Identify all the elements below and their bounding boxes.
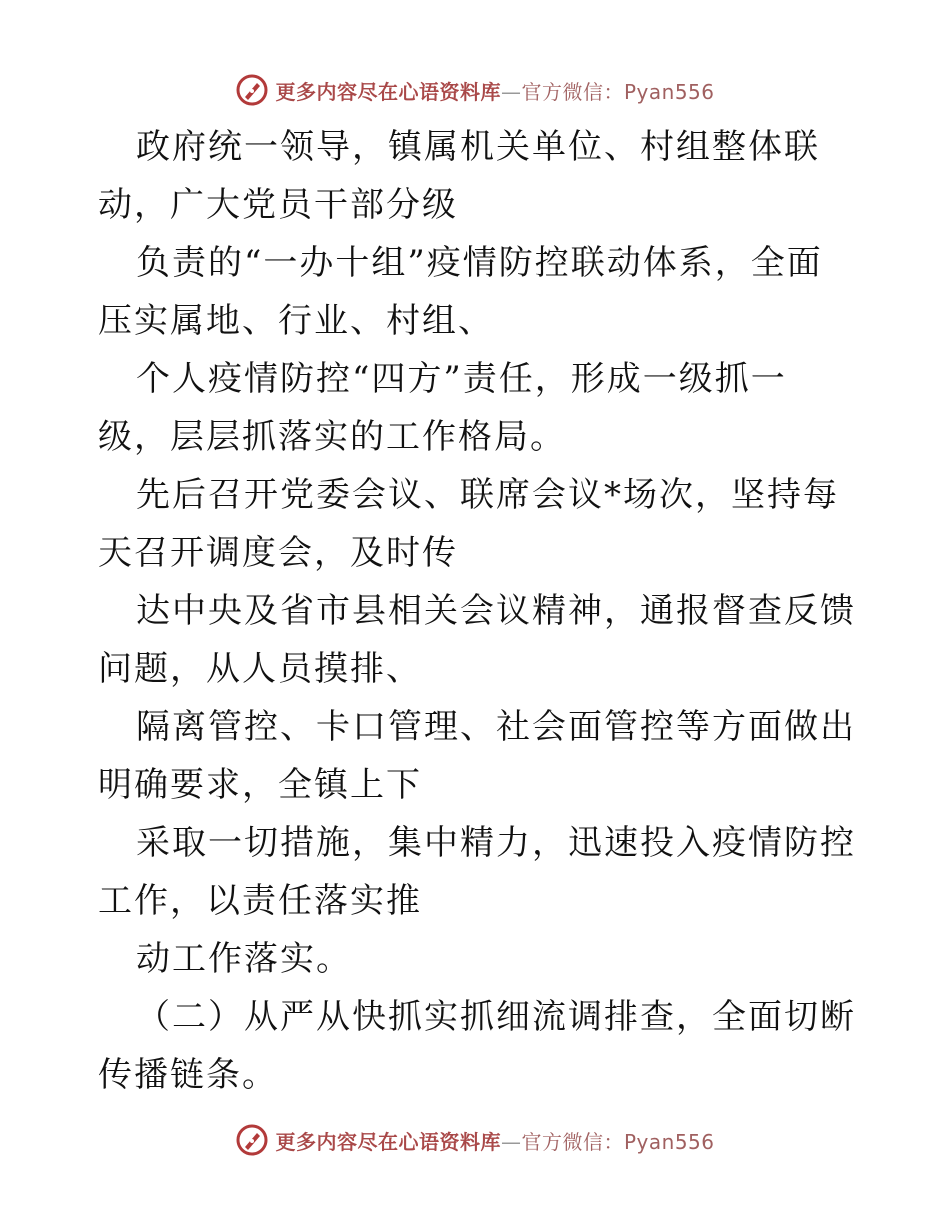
footer-banner bbox=[0, 1120, 950, 1160]
paragraph-9: （二）从严从快抓实抓细流调排查，全面切断传播链条。 bbox=[98, 997, 856, 1095]
header-wechat-label: 官方微信： bbox=[521, 79, 624, 104]
pen-nib-circle-icon bbox=[235, 73, 269, 107]
paragraph-5: 达中央及省市县相关会议精神，通报督查反馈问题，从人员摸排、 bbox=[98, 591, 856, 689]
paragraph-2: 负责的“一办十组”疫情防控联动体系，全面压实属地、行业、村组、 bbox=[98, 243, 823, 341]
paragraph-8: 动工作落实。 bbox=[136, 939, 352, 979]
header-wechat-id: Pyan556 bbox=[623, 79, 715, 104]
footer-banner-main: 更多内容尽在心语资料库 bbox=[275, 1129, 501, 1154]
paragraph-1: 政府统一领导，镇属机关单位、村组整体联动，广大党员干部分级 bbox=[98, 127, 820, 225]
footer-banner-text bbox=[275, 1126, 714, 1155]
header-banner-sep: — bbox=[500, 79, 522, 104]
header-banner bbox=[0, 70, 950, 110]
paragraph-4: 先后召开党委会议、联席会议*场次，坚持每天召开调度会，及时传 bbox=[98, 475, 839, 573]
footer-wechat-label: 官方微信： bbox=[521, 1129, 624, 1154]
footer-wechat-id: Pyan556 bbox=[623, 1129, 715, 1154]
pen-nib-circle-icon bbox=[235, 1123, 269, 1157]
header-banner-main: 更多内容尽在心语资料库 bbox=[275, 79, 501, 104]
paragraph-7: 采取一切措施，集中精力，迅速投入疫情防控工作，以责任落实推 bbox=[98, 823, 856, 921]
header-banner-text bbox=[275, 76, 714, 105]
paragraph-6: 隔离管控、卡口管理、社会面管控等方面做出明确要求，全镇上下 bbox=[98, 707, 856, 805]
footer-banner-sep: — bbox=[500, 1129, 522, 1154]
paragraph-3: 个人疫情防控“四方”责任，形成一级抓一级，层层抓落实的工作格局。 bbox=[98, 359, 787, 457]
document-body bbox=[98, 118, 858, 1104]
